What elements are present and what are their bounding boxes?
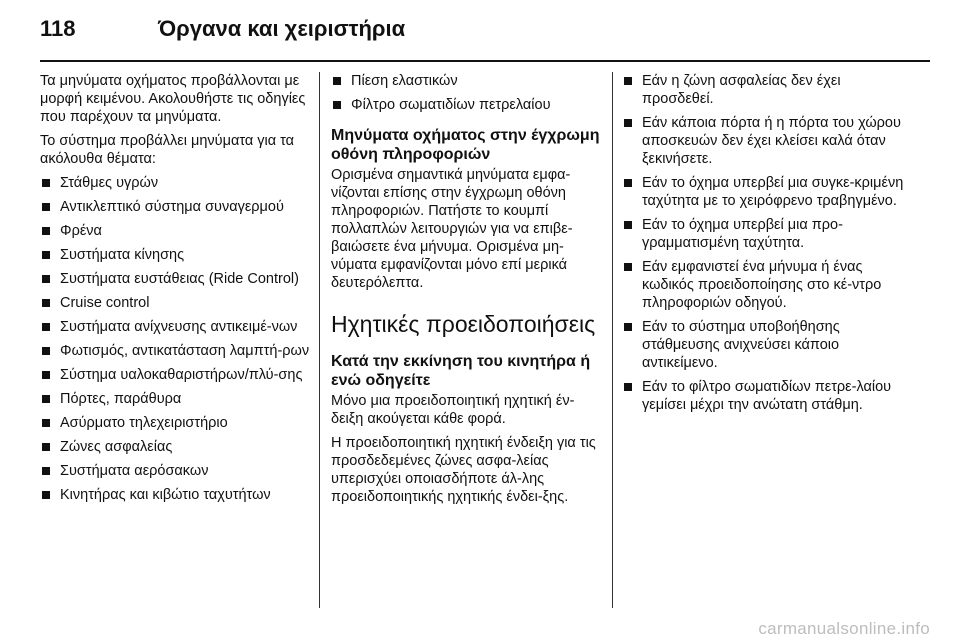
column-3 — [622, 72, 912, 420]
subsection-heading: Κατά την εκκίνηση του κινητήρα ή ενώ οδηγείτε — [331, 353, 591, 389]
intro-paragraph: Τα μηνύματα οχήματος προβάλλονται με μορφή κειμένου. Ακολουθήστε τις οδηγίες που παρέχουν τα μηνύματα. — [40, 73, 306, 125]
page-header — [40, 12, 930, 56]
list-item: Κινητήρας και κιβώτιο ταχυτήτων — [40, 486, 312, 504]
list-item: Cruise control — [40, 294, 312, 312]
main-section-heading: Ηχητικές προειδοποιήσεις — [331, 311, 596, 337]
section-heading: Μηνύματα οχήματος στην έγχρωμη οθόνη πληροφοριών — [331, 127, 600, 163]
list-item: Εάν το σύστημα υποβοήθησης στάθμευσης ανιχνεύσει κάποιο αντικείμενο. — [622, 318, 912, 372]
list-item: Εάν η ζώνη ασφαλείας δεν έχει προσδεθεί. — [622, 72, 912, 108]
list-item: Ζώνες ασφαλείας — [40, 438, 312, 456]
header-rule — [40, 60, 930, 62]
watermark: carmanualsonline.info — [758, 619, 930, 638]
section-paragraph: Η προειδοποιητική ηχητική ένδειξη για τις προσδεδεμένες ζώνες ασφα-λείας υπερισχύει οποιασδήποτε άλ-λης προειδοποιητικής ηχητικής ένδει-ξης. — [331, 435, 596, 505]
list-item: Εάν εμφανιστεί ένα μήνυμα ή ένας κωδικός προειδοποίησης στο κέ-ντρο πληροφοριών οδηγού. — [622, 258, 912, 312]
list-item: Φρένα — [40, 222, 312, 240]
list-item: Εάν το όχημα υπερβεί μια προ-γραμματισμένη ταχύτητα. — [622, 216, 912, 252]
warning-conditions-list — [622, 72, 912, 414]
section-paragraph: Μόνο μια προειδοποιητική ηχητική έν-δειξη ακούγεται κάθε φορά. — [331, 393, 575, 427]
list-item: Εάν το όχημα υπερβεί μια συγκε-κριμένη ταχύτητα με το χειρόφρενο τραβηγμένο. — [622, 174, 912, 210]
list-item: Εάν το φίλτρο σωματιδίων πετρε-λαίου γεμίσει μέχρι την ανώτατη στάθμη. — [622, 378, 912, 414]
list-item: Πίεση ελαστικών — [331, 72, 606, 90]
list-item: Στάθμες υγρών — [40, 174, 312, 192]
topics-list — [40, 174, 312, 504]
page-number: 118 — [40, 16, 76, 41]
list-item: Εάν κάποια πόρτα ή η πόρτα του χώρου αποσκευών δεν έχει κλείσει καλά όταν ξεκινήσετε. — [622, 114, 912, 168]
list-item: Αντικλεπτικό σύστημα συναγερμού — [40, 198, 312, 216]
column-1 — [40, 72, 312, 510]
list-item: Συστήματα αερόσακων — [40, 462, 312, 480]
list-item: Πόρτες, παράθυρα — [40, 390, 312, 408]
list-item: Ασύρματο τηλεχειριστήριο — [40, 414, 312, 432]
column-divider — [612, 72, 613, 608]
list-item: Φίλτρο σωματιδίων πετρελαίου — [331, 96, 606, 114]
column-divider — [319, 72, 320, 608]
list-item: Συστήματα ανίχνευσης αντικειμέ-νων — [40, 318, 312, 336]
section-paragraph: Ορισμένα σημαντικά μηνύματα εμφα-νίζονται επίσης στην έγχρωμη οθόνη πληροφοριών. Πατήστε το κουμπί πολλαπλών λειτουργιών για να επιβε-βαιώσετε ένα μήνυμα. Ορισμένα μη-νύματα εμφανίζονται μόνο επί μερικά δευτερόλεπτα. — [331, 167, 573, 291]
list-item: Σύστημα υαλοκαθαριστήρων/πλύ-σης — [40, 366, 312, 384]
list-item: Φωτισμός, αντικατάσταση λαμπτή-ρων — [40, 342, 312, 360]
page-title: Όργανα και χειριστήρια — [158, 16, 406, 41]
list-item: Συστήματα κίνησης — [40, 246, 312, 264]
column-2 — [331, 72, 606, 512]
topics-list-continued — [331, 72, 606, 114]
list-item: Συστήματα ευστάθειας (Ride Control) — [40, 270, 312, 288]
lead-paragraph: Το σύστημα προβάλλει μηνύματα για τα ακόλουθα θέματα: — [40, 133, 295, 167]
